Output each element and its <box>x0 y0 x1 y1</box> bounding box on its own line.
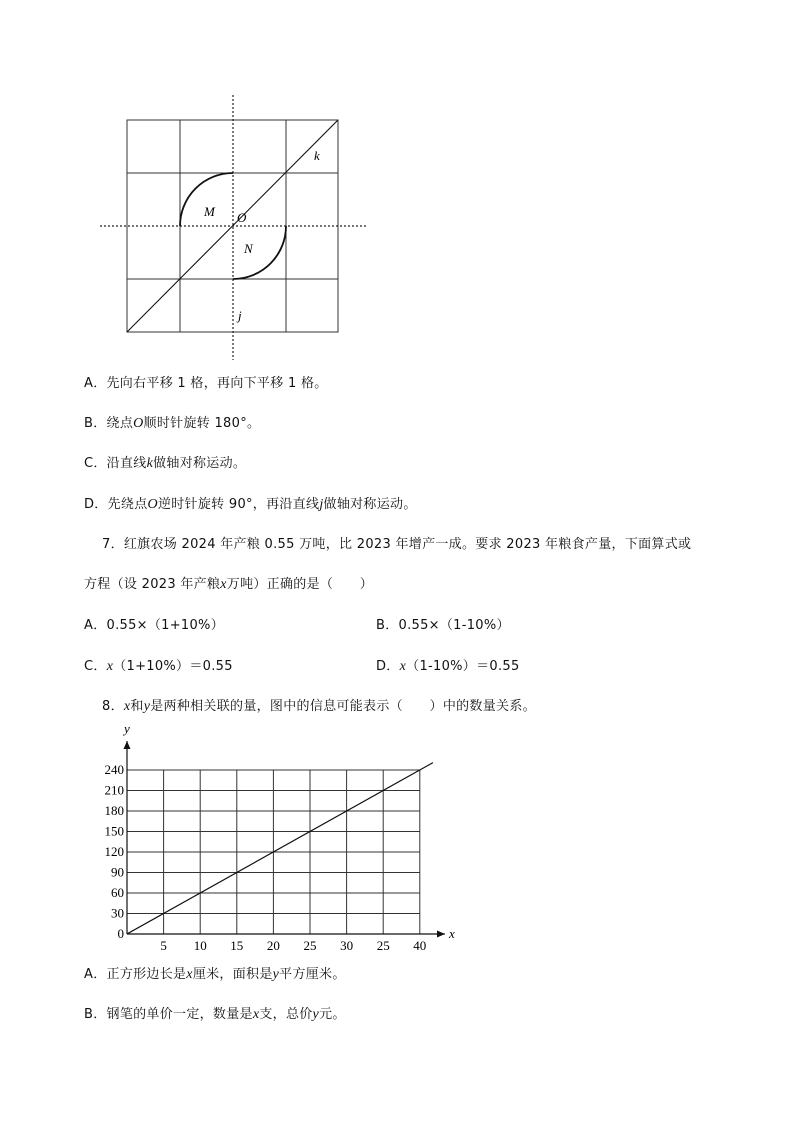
x-axis-label: x <box>449 926 455 941</box>
y-tick-label: 120 <box>104 844 124 859</box>
y-tick-label: 210 <box>104 782 124 798</box>
q8-option-a: A．正方形边长是x厘米，面积是y平方厘米。 <box>84 967 346 982</box>
shape-N-arc <box>233 226 286 279</box>
q6-option-c: C．沿直线k做轴对称运动。 <box>84 456 247 471</box>
x-tick-label: 25 <box>376 938 390 953</box>
label-N: N <box>244 241 253 256</box>
y-tick-label: 180 <box>104 803 124 818</box>
x-tick-label: 30 <box>340 938 354 953</box>
x-tick-label: 20 <box>266 938 280 953</box>
label-O: O <box>237 210 247 225</box>
q6-option-b: B．绕点O顺时针旋转 180°。 <box>84 416 261 431</box>
y-tick-label: 150 <box>104 823 124 839</box>
q6-figure <box>95 90 375 365</box>
y-tick-label: 0 <box>117 926 124 941</box>
q7-option-d: D．x（1-10%）＝0.55 <box>376 659 520 674</box>
label-k: k <box>314 148 320 163</box>
chart-series <box>127 763 433 934</box>
q8-option-b: B．钢笔的单价一定，数量是x支，总价y元。 <box>84 1007 346 1022</box>
label-M: M <box>204 204 215 219</box>
x-tick-label: 25 <box>303 938 317 953</box>
q7-option-b: B．0.55×（1-10%） <box>376 618 510 633</box>
y-tick-label: 240 <box>104 762 124 777</box>
q7-option-a: A．0.55×（1+10%） <box>84 618 224 633</box>
y-tick-label: 30 <box>111 905 124 921</box>
x-tick-label: 40 <box>413 938 427 953</box>
q7-stem-line2: 方程（设 2023 年产粮x万吨）正确的是（ ） <box>84 577 374 592</box>
x-tick-label: 10 <box>193 938 207 953</box>
q7-option-c: C．x（1+10%）＝0.55 <box>84 659 233 674</box>
q8-stem: 8．x和y是两种相关联的量，图中的信息可能表示（ ）中的数量关系。 <box>102 699 536 714</box>
q6-option-a: A．先向右平移 1 格，再向下平移 1 格。 <box>84 376 328 391</box>
x-tick-label: 5 <box>160 938 167 953</box>
q7-stem-line1: 7．红旗农场 2024 年产粮 0.55 万吨，比 2023 年增产一成。要求 2023 年粮食产量，下面算式或 <box>102 537 692 552</box>
y-tick-label: 90 <box>111 864 124 880</box>
x-axis-arrow <box>437 931 445 938</box>
label-j: j <box>238 308 242 323</box>
q8-chart <box>100 715 470 955</box>
y-tick-label: 60 <box>111 885 124 900</box>
y-axis-label: y <box>124 721 130 736</box>
q6-option-d: D．先绕点O逆时针旋转 90°，再沿直线j做轴对称运动。 <box>84 497 417 512</box>
series-line <box>127 763 433 934</box>
y-axis-arrow <box>124 741 131 749</box>
x-tick-label: 15 <box>230 938 244 953</box>
